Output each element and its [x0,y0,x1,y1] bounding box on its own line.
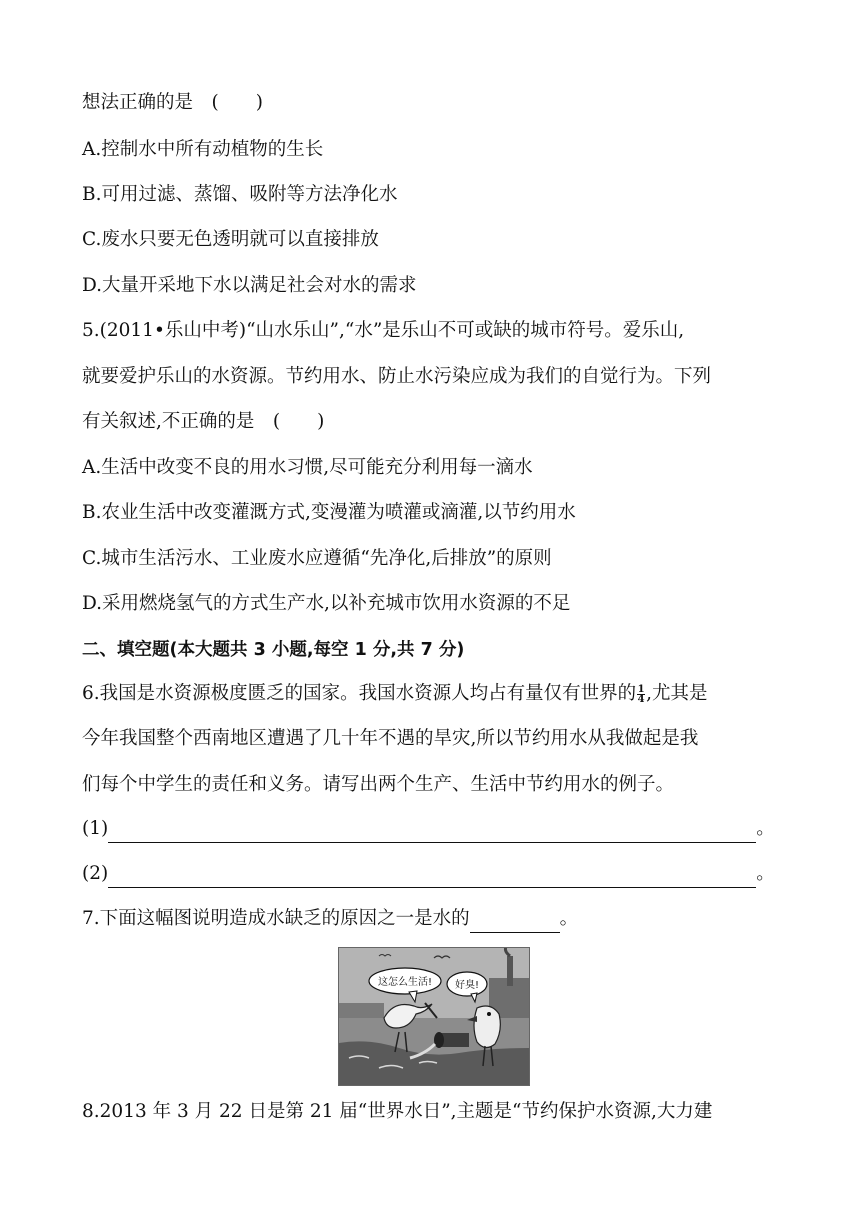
q5-stem-line-2: 就要爱护乐山的水资源。节约用水、防止水污染应成为我们的自觉行为。下列 [82,366,712,387]
q7-text: 7.下面这幅图说明造成水缺乏的原因之一是水的 [82,908,470,929]
q7-end: 。 [559,908,579,929]
fraction-one-quarter [637,685,645,704]
answer-2-blank[interactable] [108,867,756,888]
answer-2-label: (2) [82,863,109,884]
answer-1-label: (1) [82,818,109,839]
q6-line-1 [82,680,708,708]
q5-option-d: D.采用燃烧氢气的方式生产水,以补充城市饮用水资源的不足 [82,593,571,614]
q5-option-c: C.城市生活污水、工业废水应遵循“先净化,后排放”的原则 [82,548,552,569]
speech-bubble-1: 这怎么生活! [377,977,433,988]
fraction-denominator: 4 [637,693,645,705]
speech-bubble-2: 好臭! [454,980,480,991]
q8-line-1: 8.2013 年 3 月 22 日是第 21 届“世界水日”,主题是“节约保护水资源,大力建 [82,1101,713,1122]
q4-option-d: D.大量开采地下水以满足社会对水的需求 [82,275,417,296]
q5-stem-line-1: 5.(2011•乐山中考)“山水乐山”,“水”是乐山不可或缺的城市符号。爱乐山, [82,320,685,341]
q6-line-2: 今年我国整个西南地区遭遇了几十年不遇的旱灾,所以节约用水从我做起是我 [82,728,699,749]
q6-line-1-tail: ,尤其是 [646,683,708,704]
q5-option-a: A.生活中改变不良的用水习惯,尽可能充分利用每一滴水 [82,457,533,478]
q5-stem-line-3: 有关叙述,不正确的是 ( ) [82,411,325,432]
polluted-water-cartoon [338,947,530,1086]
q6-line-1-text: 6.我国是水资源极度匮乏的国家。我国水资源人均占有量仅有世界的 [82,683,637,704]
q4-option-b: B.可用过滤、蒸馏、吸附等方法净化水 [82,184,398,205]
q6-answer-2 [82,860,775,888]
section-heading: 二、填空题(本大题共 3 小题,每空 1 分,共 7 分) [82,640,465,660]
answer-1-blank[interactable] [108,822,756,843]
q6-answer-1 [82,815,775,843]
q4-option-c: C.废水只要无色透明就可以直接排放 [82,229,379,250]
cartoon-illustration [339,948,529,1085]
fraction-numerator: 1 [637,683,645,695]
answer-2-end: 。 [756,863,775,884]
q7-stem [82,905,578,933]
q5-option-b: B.农业生活中改变灌溉方式,变漫灌为喷灌或滴灌,以节约用水 [82,502,576,523]
q7-blank[interactable] [470,912,560,933]
q4-option-a: A.控制水中所有动植物的生长 [82,139,324,160]
q6-line-3: 们每个中学生的责任和义务。请写出两个生产、生活中节约用水的例子。 [82,774,675,795]
q4-stem-tail: 想法正确的是 ( ) [82,92,263,113]
answer-1-end: 。 [756,818,775,839]
